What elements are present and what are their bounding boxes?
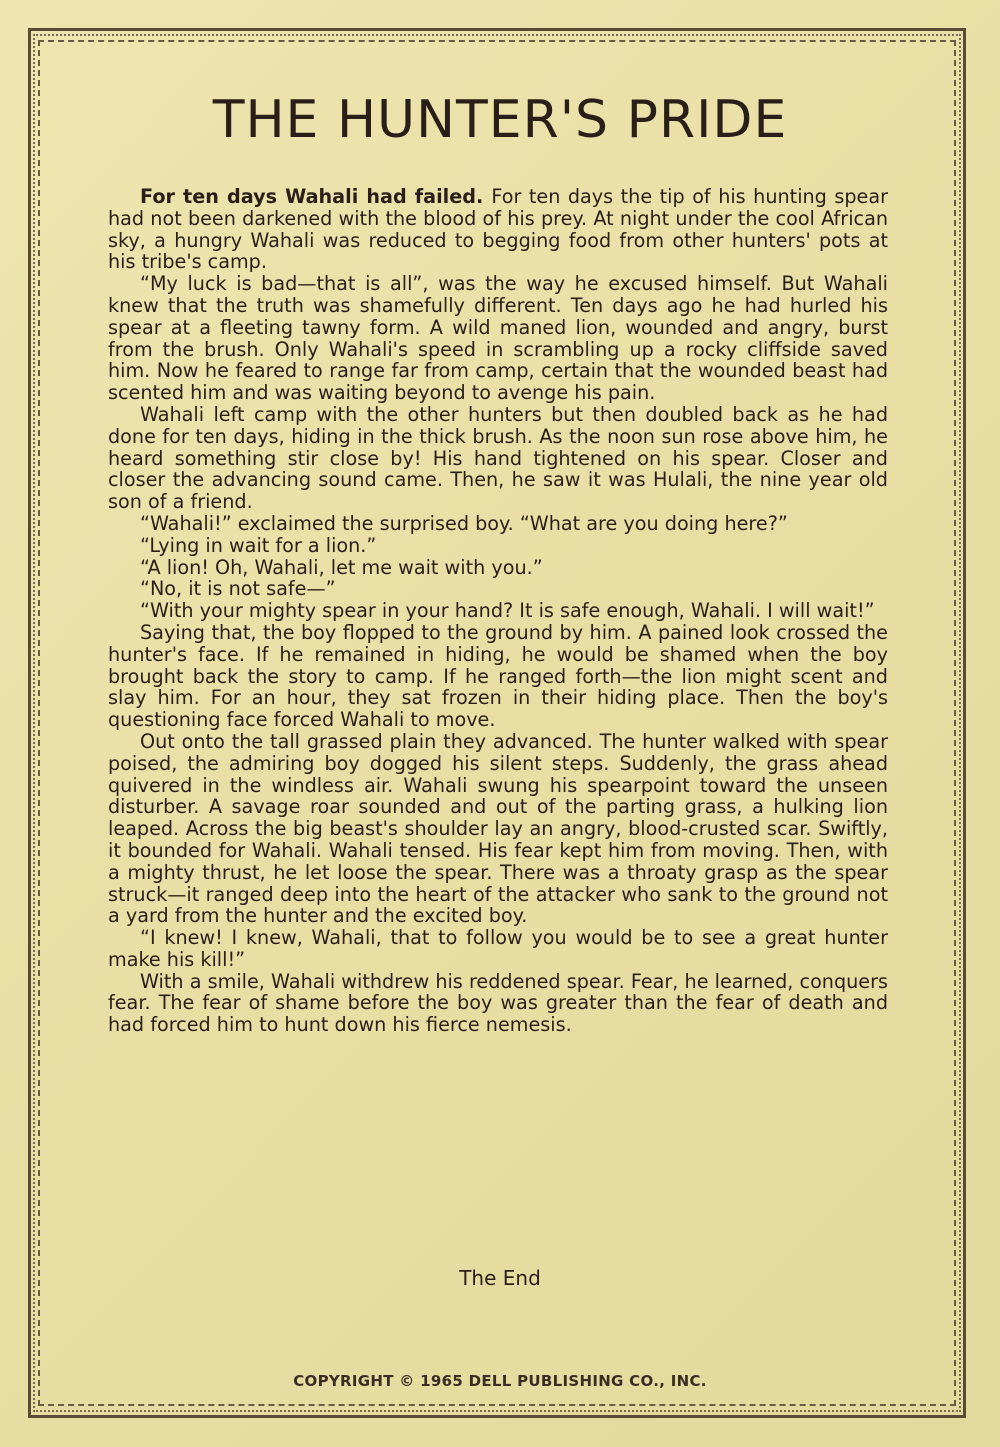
story-paragraph-3: Wahali left camp with the other hunters but then doubled back as he had done for ten days, hiding in the thick brush. As the noon sun rose above him, he heard something stir close by! His hand tightened on his spear. Closer and closer the advancing sound came. Then, he saw it was Hulali, the nine year old son of a friend. [108,402,888,514]
story-paragraph-1 [108,186,888,273]
story-paragraph-10: Out onto the tall grassed plain they advanced. The hunter walked with spear poised, the admiring boy dogged his silent steps. Suddenly, the grass ahead quivered in the windless air. Wahali swung his spearpoint toward the unseen disturber. A savage roar sounded and out of the parting grass, a hulking lion leaped. Across the big beast's shoulder lay an angry, blood-crusted scar. Swiftly, it bounded for Wahali. Wahali tensed. His fear kept him from moving. Then, with a mighty thrust, he let loose the spear. There was a throaty grasp as the spear struck—it ranged deep into the heart of the attacker who sank to the ground not a yard from the hunter and the excited boy. [108,729,888,928]
story-title: THE HUNTER'S PRIDE [212,90,788,150]
copyright-notice: COPYRIGHT © 1965 DELL PUBLISHING CO., INC. [293,1372,707,1390]
lead-rest-text: For ten days the tip of his hunting spear had not been darkened with the blood of his prey. At night under the cool African sky, a hungry Wahali was reduced to begging food from other hunters' pots at his tribe's camp. [108,185,888,274]
story-paragraph-4: “Wahali!” exclaimed the surprised boy. “What are you doing here?” [140,511,788,535]
story-paragraph-8: “With your mighty spear in your hand? It is safe enough, Wahali. I will wait!” [140,599,875,623]
story-paragraph-6: “A lion! Oh, Wahali, let me wait with you.” [140,555,543,579]
story-paragraph-7: “No, it is not safe—” [140,577,336,601]
story-paragraph-12: With a smile, Wahali withdrew his reddened spear. Fear, he learned, conquers fear. The fear of shame before the boy was greater than the fear of death and had forced him to hunt down his fierce nemesis. [108,969,888,1037]
story-paragraph-9: Saying that, the boy flopped to the ground by him. A pained look crossed the hunter's face. If he remained in hiding, he would be shamed when the boy brought back the story to camp. If he ranged forth—the lion might scent and slay him. For an hour, they sat frozen in their hiding place. Then the boy's questioning face forced Wahali to move. [108,620,888,732]
story-body [108,186,888,1036]
the-end-label: The End [459,1266,541,1290]
story-paragraph-11: “I knew! I knew, Wahali, that to follow you would be to see a great hunter make his kill!” [108,926,888,971]
story-paragraph-2: “My luck is bad—that is all”, was the way he excused himself. But Wahali knew that the truth was shamefully different. Ten days ago he had hurled his spear at a fleeting tawny form. A wild maned lion, wounded and angry, burst from the brush. Only Wahali's speed in scrambling up a rocky cliffside saved him. Now he feared to range far from camp, certain that the wounded beast had scented him and was waiting beyond to avenge his pain. [108,272,888,405]
story-paragraph-5: “Lying in wait for a lion.” [140,533,377,557]
lead-bold-text: For ten days Wahali had failed. [140,185,484,208]
